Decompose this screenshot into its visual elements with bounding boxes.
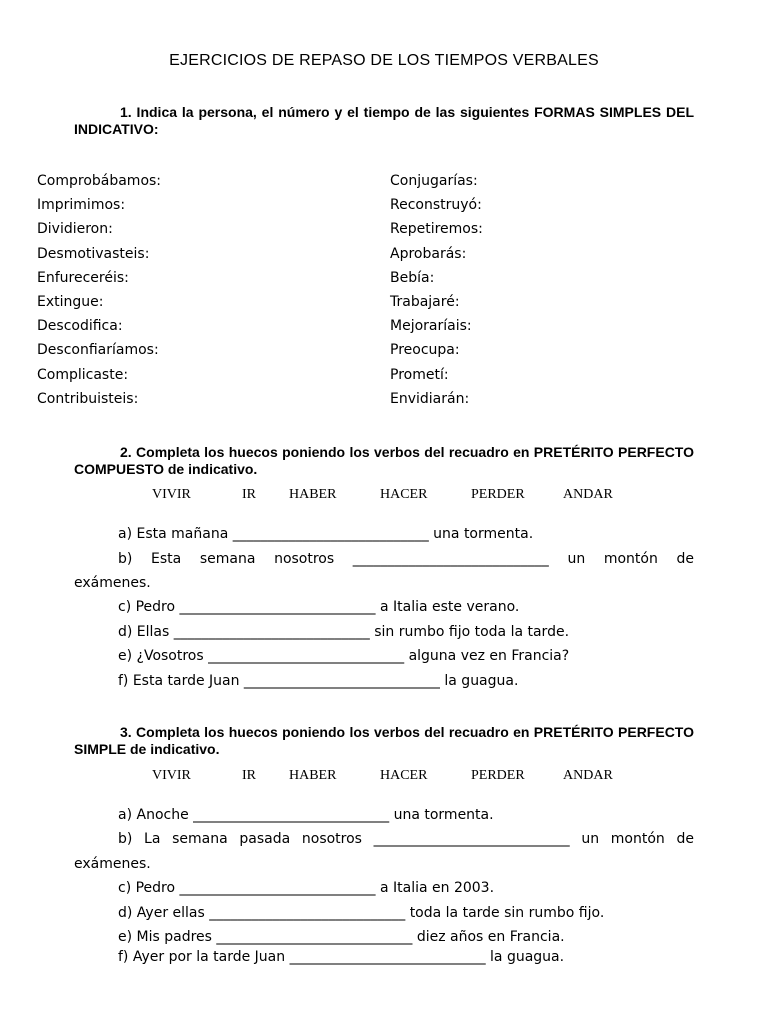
verb-option: VIVIR: [152, 487, 191, 502]
verb-form-item: Prometí:: [390, 366, 449, 383]
exercise-2-sentence-b-continuation: exámenes.: [74, 575, 151, 591]
verb-option: ANDAR: [563, 768, 613, 783]
exercise-3-sentence-e: e) Mis padres ____________________________ diez años en Francia.: [118, 929, 565, 945]
exercise-3-sentence-b: b) La semana pasada nosotros ____________________________ un montón de: [118, 831, 694, 847]
exercise-2-sentence-b: b) Esta semana nosotros ____________________________ un montón de: [118, 551, 694, 567]
exercise-1-heading-text: 1. Indica la persona, el número y el tiempo de las siguientes FORMAS SIMPLES DEL INDICATIVO:: [74, 104, 694, 137]
page-title: EJERCICIOS DE REPASO DE LOS TIEMPOS VERBALES: [169, 52, 599, 69]
verb-form-item: Reconstruyó:: [390, 197, 482, 214]
verb-form-item: Enfureceréis:: [37, 269, 129, 286]
verb-option: HABER: [289, 768, 337, 783]
verb-form-item: Complicaste:: [37, 366, 129, 383]
verb-form-item: Desconfiaríamos:: [37, 342, 159, 359]
verb-option: HABER: [289, 487, 337, 502]
verb-form-item: Imprimimos:: [37, 197, 126, 214]
verb-form-item: Contribuisteis:: [37, 390, 139, 407]
exercise-2-sentence-f: f) Esta tarde Juan ____________________________ la guagua.: [118, 673, 519, 689]
exercise-3-sentence-f: f) Ayer por la tarde Juan ____________________________ la guagua.: [118, 949, 565, 965]
exercise-2-sentence-e: e) ¿Vosotros ____________________________ alguna vez en Francia?: [118, 648, 570, 664]
verb-option: PERDER: [471, 487, 525, 502]
verb-option: IR: [242, 768, 256, 783]
verb-form-item: Preocupa:: [390, 342, 460, 359]
exercise-1-heading: [74, 104, 694, 138]
verb-form-item: Descodifica:: [37, 318, 123, 335]
exercise-3-heading: [74, 724, 694, 758]
exercise-2-verb-box: [0, 487, 768, 507]
verb-option: PERDER: [471, 768, 525, 783]
verb-form-item: Dividieron:: [37, 221, 113, 238]
verb-form-item: Repetiremos:: [390, 221, 483, 238]
verb-form-item: Extingue:: [37, 293, 104, 310]
verb-form-item: Bebía:: [390, 269, 435, 286]
exercise-3-sentence-a: a) Anoche ____________________________ una tormenta.: [118, 807, 494, 823]
verb-form-item: Mejoraríais:: [390, 318, 472, 335]
exercise-3-sentence-d: d) Ayer ellas ____________________________ toda la tarde sin rumbo fijo.: [118, 905, 605, 921]
exercise-2-sentence-c: c) Pedro ____________________________ a Italia este verano.: [118, 599, 520, 615]
verb-option: HACER: [380, 768, 428, 783]
exercise-3-sentence-b-continuation: exámenes.: [74, 856, 151, 872]
exercise-2-heading-text: 2. Completa los huecos poniendo los verbos del recuadro en PRETÉRITO PERFECTO COMPUESTO de indicativo.: [74, 444, 694, 477]
verb-option: VIVIR: [152, 768, 191, 783]
verb-option: ANDAR: [563, 487, 613, 502]
exercise-1-right-column: [390, 169, 483, 411]
verb-form-item: Desmotivasteis:: [37, 245, 150, 262]
exercise-2-sentence-d: d) Ellas ____________________________ sin rumbo fijo toda la tarde.: [118, 624, 570, 640]
verb-form-item: Trabajaré:: [390, 293, 460, 310]
verb-form-item: Aprobarás:: [390, 245, 467, 262]
verb-option: IR: [242, 487, 256, 502]
verb-option: HACER: [380, 487, 428, 502]
exercise-3-heading-text: 3. Completa los huecos poniendo los verbos del recuadro en PRETÉRITO PERFECTO SIMPLE de indicativo.: [74, 724, 694, 757]
exercise-3-verb-box: [0, 768, 768, 788]
verb-form-item: Conjugarías:: [390, 173, 478, 189]
exercise-2-sentence-a: a) Esta mañana ____________________________ una tormenta.: [118, 526, 534, 542]
exercise-3-sentence-c: c) Pedro ____________________________ a Italia en 2003.: [118, 880, 495, 896]
verb-form-item: Comprobábamos:: [37, 173, 162, 189]
exercise-2-heading: [74, 444, 694, 478]
verb-form-item: Envidiarán:: [390, 390, 470, 407]
exercise-1-left-column: [37, 169, 161, 411]
